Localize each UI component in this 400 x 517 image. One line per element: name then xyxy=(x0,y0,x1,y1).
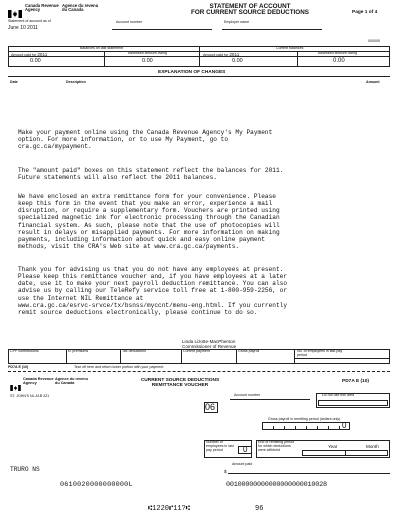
voucher-end-period-label: End of remitting period for which deductions were withheld xyxy=(258,440,295,452)
amount-paid-dollar-sign: $ xyxy=(224,469,227,474)
statement-title-line-1: STATEMENT OF ACCOUNT xyxy=(209,3,291,10)
voucher-title-line-2: REMITTANCE VOUCHER xyxy=(151,382,209,388)
voucher-agency-fr xyxy=(55,377,88,385)
voucher-address: ST. JOHN'S NL A1B 3Z1 xyxy=(10,394,50,398)
agency-en-line-1: Canada Revenue xyxy=(25,3,59,8)
voucher-agency-en-line-2: Agency xyxy=(23,381,37,385)
micr-bottom-left: ⑆1220⑈11?⑆ xyxy=(148,505,191,513)
current-year: 2011 xyxy=(229,52,240,57)
agency-fr-line-1: Agence du revenu xyxy=(62,3,99,8)
nil-remittance-paragraph: Thank you for advising us that you do not have any employees at present. Please keep this remittance voucher and, if you have employees at a later date, use it to make your next payroll deduction remittance. You can also advise us by calling our TeleRefy service toll free at 1-800-959-2256, or use the Internet NIL Remittance at www.cra.gc.ca/esrvc-srvce/tx/bsnss/myccnt/menu-eng.html. If you currently remit source deductions electronically, please continue to do so. xyxy=(18,266,288,316)
micr-line-right: 00100000000000000000010028 xyxy=(226,481,327,489)
voucher-agency-fr-line-1: Agence du revenu xyxy=(55,377,88,381)
employer-name-label: Employer name xyxy=(224,20,250,24)
explanation-heading: EXPLANATION OF CHANGES xyxy=(158,70,226,75)
current-payment-label: Current payment xyxy=(183,349,210,353)
micr-line-left: 0610020000000000L xyxy=(60,481,133,489)
statement-title xyxy=(190,4,310,16)
statement-date-label: Statement of account as of xyxy=(8,19,51,23)
voucher-title-line-1: CURRENT SOURCE DEDUCTIONS xyxy=(140,378,220,383)
cpp-contributions-label: CPP contributions xyxy=(10,349,39,353)
current-balances-label: Current balances xyxy=(276,46,304,50)
tear-instruction: Tear off here and return lower portion with your payment. xyxy=(74,365,165,369)
agency-name-fr xyxy=(62,4,98,13)
current-assessed-value: 0.00 xyxy=(333,58,345,64)
voucher-title xyxy=(130,379,230,389)
last-year: 2011 xyxy=(37,52,48,57)
last-amount-paid-value: 0.00 xyxy=(30,58,41,64)
remittance-form-paragraph: We have enclosed an extra remittance form for your convenience. Please keep this form in the event that you make an error, experience a mail disruption, or require a supplementary form. Vouchers are printed using specialized magnetic ink for electronic processing through the Canadian financial system. As such, please note that the use of photocopies will result in delays or misapplied payments. For more information on making payments, including information about quick and easy online payment methods, visit the CRA's Web site at www.cra.gc.ca/payments. xyxy=(18,193,280,251)
col-description-label: Description xyxy=(66,80,86,84)
last-assessed-label: Assessed amount owing xyxy=(128,51,167,55)
agency-name-en xyxy=(25,4,59,13)
period-code: 06 xyxy=(205,402,216,412)
last-amount-paid-label: Amount paid for 2011 xyxy=(11,52,48,57)
voucher-location: TRURO NS xyxy=(10,466,40,473)
voucher-form-code: PD7A E (10) xyxy=(342,379,370,384)
statement-date: June 10 2011 xyxy=(8,25,38,31)
signatory-title: Commissioner of Revenue xyxy=(182,344,237,350)
last-assessed-value: 0.00 xyxy=(142,58,153,64)
statement-title-line-2: FOR CURRENT SOURCE DEDUCTIONS xyxy=(191,9,309,17)
year-label: Year xyxy=(328,444,338,449)
current-amount-paid-value: 0.00 xyxy=(232,58,243,64)
agency-en-line-2: Agency xyxy=(25,7,41,13)
account-number-label: Account number xyxy=(116,20,143,24)
reference-code: 000000 xyxy=(368,39,380,43)
voucher-agency-en xyxy=(23,377,54,385)
agency-fr-line-2: du Canada xyxy=(62,7,84,13)
voucher-amount-paid-label: Amount paid xyxy=(232,462,253,466)
voucher-account-number-label: Account number xyxy=(234,393,261,397)
col-amount-label: Amount xyxy=(366,80,380,84)
page-indicator: Page 1 of 4 xyxy=(352,10,378,15)
voucher-gross-payroll-label: Gross payroll in remitting period (dollars only) xyxy=(268,417,341,421)
ei-premiums-label: EI premiums xyxy=(68,349,89,353)
amount-paid-field[interactable] xyxy=(228,473,390,474)
tear-line xyxy=(8,371,390,372)
amount-paid-note-paragraph: The "amount paid" boxes on this statement reflect the balances for 2011. Future statements will also reflect the 2011 balances. xyxy=(18,167,284,182)
micr-bottom-right: 96 xyxy=(255,505,264,513)
current-assessed-label: Assessed amount owing xyxy=(318,51,357,55)
last-statement-balances-label: Balances on last statement xyxy=(80,46,124,50)
current-amount-paid-label: Amount paid for 2011 xyxy=(203,52,240,57)
gross-payroll-value: 0 xyxy=(342,421,347,430)
employees-count-label: No. of employees in last pay period xyxy=(297,349,343,357)
gross-payroll-label: Gross payroll xyxy=(238,349,260,353)
month-label: Month xyxy=(366,444,379,449)
employees-value: 0 xyxy=(243,445,248,454)
voucher-employees-label: Number of employees in last pay period xyxy=(206,440,234,452)
col-date-label: Date xyxy=(10,80,18,84)
voucher-agency-fr-line-2: du Canada xyxy=(55,381,75,385)
payment-online-paragraph: Make your payment online using the Canada Revenue Agency's My Payment option. For more information, or to use My Payment, go to cra.gc.ca/mypayment. xyxy=(18,129,273,151)
do-not-use-inner xyxy=(318,400,388,406)
signature-block xyxy=(182,339,236,349)
signatory-name: Linda Lizotte-MacPherson xyxy=(182,339,236,344)
tax-deductions-label: Tax deductions xyxy=(122,349,146,353)
tear-form-code: PD7A E (10) xyxy=(8,365,29,369)
voucher-agency-en-line-1: Canada Revenue xyxy=(23,377,54,381)
do-not-use-label: Do not use this area xyxy=(322,393,355,397)
